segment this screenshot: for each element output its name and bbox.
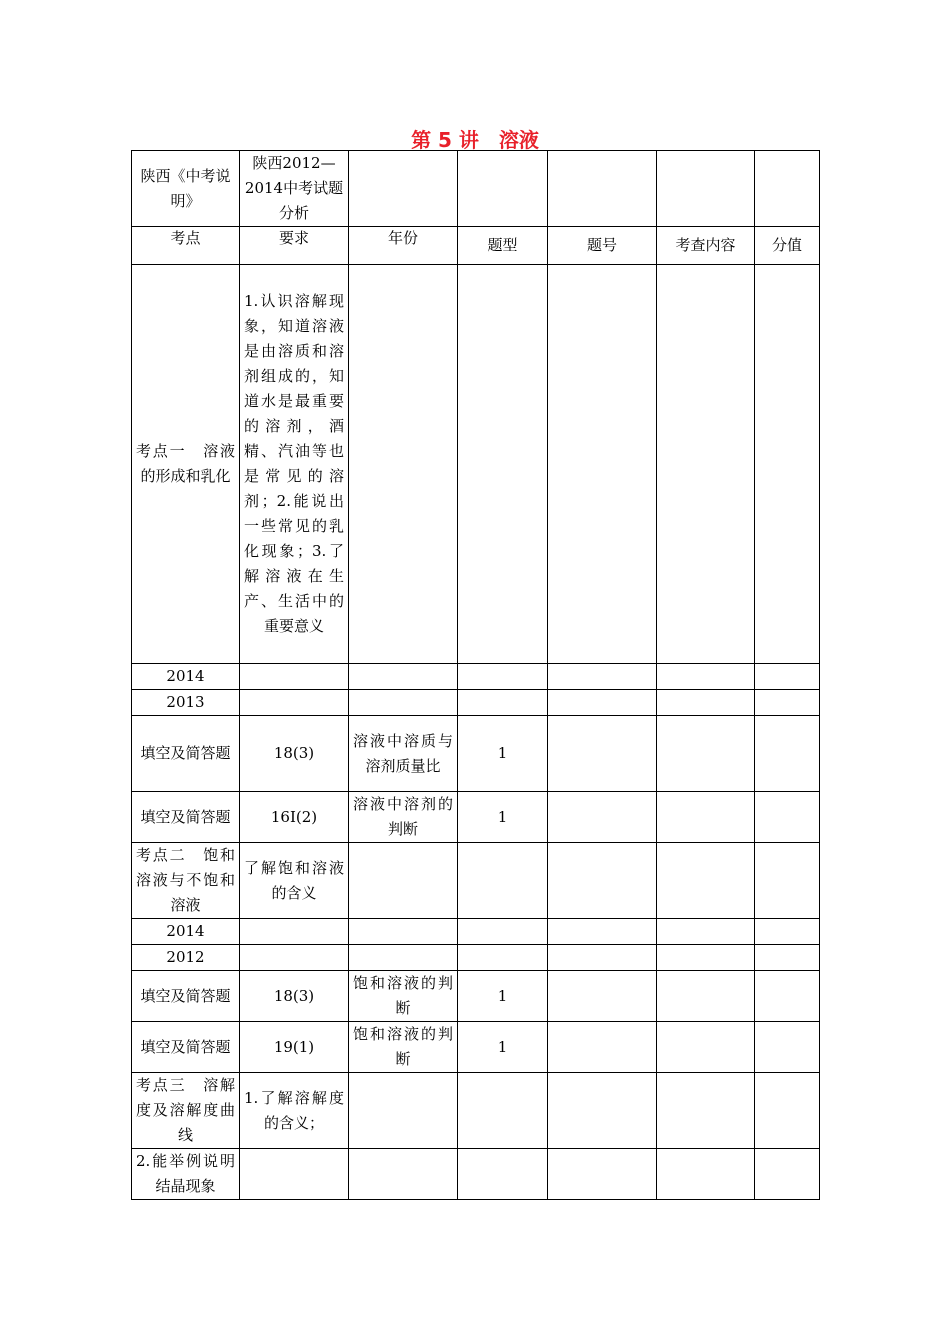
table-cell [755,843,820,919]
header-zhongkao-shuoming: 陕西《中考说明》 [132,151,240,227]
row-cell-2 [240,919,349,945]
table-row [132,792,820,843]
table-cell [755,1073,820,1149]
table-cell [657,690,755,716]
column-header-kaocha-neirong: 考查内容 [657,227,755,265]
table-cell [657,919,755,945]
table-row [132,664,820,690]
table-cell [657,792,755,843]
row-cell-2: 1.认识溶解现象，知道溶液是由溶质和溶剂组成的，知道水是最重要的溶剂，酒精、汽油等也是常见的溶剂；2.能说出一些常见的乳化现象；3.了解溶液在生产、生活中的重要意义 [240,265,349,664]
row-cell-2 [240,945,349,971]
column-header-kaodian: 考点 [132,227,240,265]
table-cell [755,716,820,792]
row-cell-2: 1.了解溶解度的含义； [240,1073,349,1149]
row-cell-4 [458,1073,548,1149]
table-cell [755,971,820,1022]
table-row [132,265,820,664]
row-cell-2: 了解饱和溶液的含义 [240,843,349,919]
table-row [132,843,820,919]
table-cell [548,151,657,227]
row-cell-1: 填空及简答题 [132,716,240,792]
table-cell [657,716,755,792]
row-cell-2: 16I(2) [240,792,349,843]
row-cell-4 [458,843,548,919]
row-cell-3: 饱和溶液的判断 [349,1022,458,1073]
row-cell-4: 1 [458,716,548,792]
column-header-tihao: 题号 [548,227,657,265]
row-cell-3 [349,1073,458,1149]
row-cell-3 [349,1149,458,1200]
row-cell-1: 2014 [132,919,240,945]
row-cell-3: 溶液中溶质与溶剂质量比 [349,716,458,792]
row-cell-4 [458,664,548,690]
table-row [132,1022,820,1073]
row-cell-4 [458,1149,548,1200]
column-header-fenzhi: 分值 [755,227,820,265]
column-header-tixing: 题型 [458,227,548,265]
table-row [132,919,820,945]
table-cell [548,945,657,971]
row-cell-3 [349,945,458,971]
table-row [132,971,820,1022]
table-cell [755,265,820,664]
row-cell-3: 溶液中溶剂的判断 [349,792,458,843]
table-cell [657,971,755,1022]
table-row [132,1073,820,1149]
table-cell [548,971,657,1022]
table-row [132,690,820,716]
table-cell [349,151,458,227]
table-cell [548,690,657,716]
table-cell [755,1022,820,1073]
row-cell-3 [349,843,458,919]
table-cell [458,151,548,227]
row-cell-1: 2012 [132,945,240,971]
row-cell-2 [240,1149,349,1200]
table-cell [657,151,755,227]
table-cell [548,919,657,945]
exam-analysis-table [131,150,820,1200]
row-cell-3: 饱和溶液的判断 [349,971,458,1022]
row-cell-1: 填空及简答题 [132,1022,240,1073]
column-header-yaoqiu: 要求 [240,227,349,265]
table-cell [755,664,820,690]
table-cell [657,1149,755,1200]
table-row [132,716,820,792]
row-cell-1: 2014 [132,664,240,690]
table-cell [755,945,820,971]
table-cell [657,1073,755,1149]
page-title: 第 5 讲 溶液 [411,128,539,152]
table-cell [755,690,820,716]
row-cell-4: 1 [458,971,548,1022]
table-row [132,1149,820,1200]
row-cell-1: 填空及简答题 [132,971,240,1022]
row-cell-2: 18(3) [240,971,349,1022]
table-cell [657,945,755,971]
table-row [132,945,820,971]
table-cell [548,1149,657,1200]
row-cell-4 [458,265,548,664]
table-cell [755,151,820,227]
row-cell-2: 19(1) [240,1022,349,1073]
row-cell-1: 考点一 溶液的形成和乳化 [132,265,240,664]
table-cell [548,716,657,792]
row-cell-3 [349,664,458,690]
row-cell-3 [349,919,458,945]
header-exam-analysis: 陕西2012—2014中考试题分析 [240,151,349,227]
row-cell-3 [349,265,458,664]
row-cell-4: 1 [458,1022,548,1073]
row-cell-2 [240,690,349,716]
table-cell [755,919,820,945]
row-cell-1: 2.能举例说明结晶现象 [132,1149,240,1200]
row-cell-1: 考点三 溶解度及溶解度曲线 [132,1073,240,1149]
header-row-1 [132,151,820,227]
table-cell [755,792,820,843]
table-cell [657,1022,755,1073]
table-cell [548,265,657,664]
header-row-2 [132,227,820,265]
row-cell-4 [458,690,548,716]
row-cell-2 [240,664,349,690]
row-cell-3 [349,690,458,716]
table-cell [548,1073,657,1149]
table-cell [755,1149,820,1200]
row-cell-4 [458,945,548,971]
row-cell-1: 2013 [132,690,240,716]
row-cell-1: 填空及简答题 [132,792,240,843]
table-cell [657,843,755,919]
table-cell [548,792,657,843]
row-cell-4: 1 [458,792,548,843]
table-cell [657,265,755,664]
table-cell [548,664,657,690]
row-cell-2: 18(3) [240,716,349,792]
table-cell [548,843,657,919]
column-header-nianfen: 年份 [349,227,458,265]
row-cell-1: 考点二 饱和溶液与不饱和溶液 [132,843,240,919]
row-cell-4 [458,919,548,945]
table-cell [548,1022,657,1073]
table-cell [657,664,755,690]
